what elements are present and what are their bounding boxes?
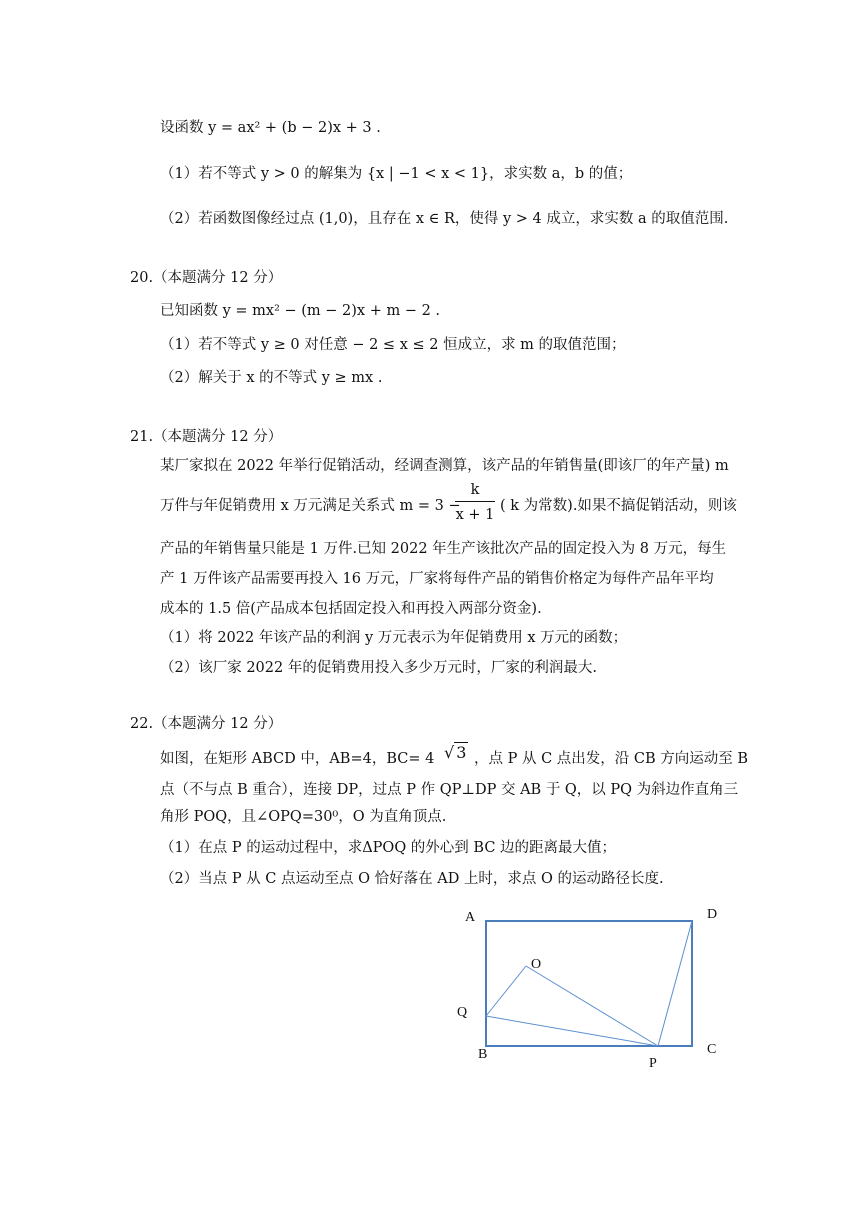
rectangle-figure [440,895,740,1080]
q21-part2: （2）该厂家 2022 年的促销费用投入多少万元时，厂家的利润最大. [160,660,597,676]
q21-line3: 产品的年销售量只能是 1 万件.已知 2022 年生产该批次产品的固定投入为 8 万元，每生 [160,541,727,557]
fraction-denominator: x + 1 [455,507,495,523]
q21-line1: 某厂家拟在 2022 年举行促销活动，经调查测算，该产品的年销售量(即该厂的年产量) m [160,458,729,474]
q20-part2: （2）解关于 x 的不等式 y ≥ mx . [160,370,383,386]
q21-heading: 21.（本题满分 12 分） [130,429,283,445]
q22-line2: 点（不与点 B 重合），连接 DP，过点 P 作 QP⊥DP 交 AB 于 Q，以 PQ 为斜边作直角三 [160,782,739,798]
q22-line1-right: ，点 P 从 C 点出发，沿 CB 方向运动至 B [474,751,749,767]
q22-heading: 22.（本题满分 12 分） [130,716,283,732]
q22-part2: （2）当点 P 从 C 点运动至点 O 恰好落在 AD 上时，求点 O 的运动路径长度. [160,871,664,887]
label-d: D [707,907,718,922]
q20-intro: 已知函数 y = mx² − (m − 2)x + m − 2 . [160,303,441,319]
q19-part2: （2）若函数图像经过点 (1,0)，且存在 x ∈ R，使得 y > 4 成立，求实数 a 的取值范围. [160,211,729,227]
q21-line2-left: 万件与年促销费用 x 万元满足关系式 m = 3 − [160,498,461,514]
q20-heading: 20.（本题满分 12 分） [130,270,283,286]
fraction-bar [455,501,495,502]
q22-line1-left: 如图，在矩形 ABCD 中，AB=4，BC= 4 [160,751,435,767]
segment-pd [658,921,692,1046]
q21-line5: 成本的 1.5 倍(产品成本包括固定投入和再投入两部分资金). [160,601,542,617]
fraction-numerator: k [470,482,480,498]
q22-part1: （1）在点 P 的运动过程中，求ΔPOQ 的外心到 BC 边的距离最大值； [160,840,617,856]
label-c: C [707,1042,717,1057]
label-a: A [465,910,476,925]
q20-part1: （1）若不等式 y ≥ 0 对任意 − 2 ≤ x ≤ 2 恒成立，求 m 的取值范围； [160,337,626,353]
q21-line2-right: ( k 为常数).如果不搞促销活动，则该 [500,498,737,514]
q22-line3: 角形 POQ，且∠OPQ=30⁰，O 为直角顶点. [160,809,447,825]
sqrt-symbol: √ 3 [444,743,467,762]
q19-intro: 设函数 y = ax² + (b − 2)x + 3 . [160,120,381,136]
q21-line4: 产 1 万件该产品需要再投入 16 万元，厂家将每件产品的销售价格定为每件产品年平均 [160,571,714,587]
rectangle-abcd [486,921,692,1046]
q19-part1: （1）若不等式 y > 0 的解集为 {x | −1 < x < 1}，求实数 a，b 的值； [160,166,633,182]
q21-part1: （1）将 2022 年该产品的利润 y 万元表示为年促销费用 x 万元的函数； [160,630,628,646]
label-p: P [649,1056,657,1071]
label-q: Q [457,1005,468,1020]
label-o: O [531,957,542,972]
segment-qp [486,1016,658,1046]
label-b: B [478,1047,488,1062]
sqrt-argument: 3 [456,743,467,762]
segment-qo [486,966,526,1016]
